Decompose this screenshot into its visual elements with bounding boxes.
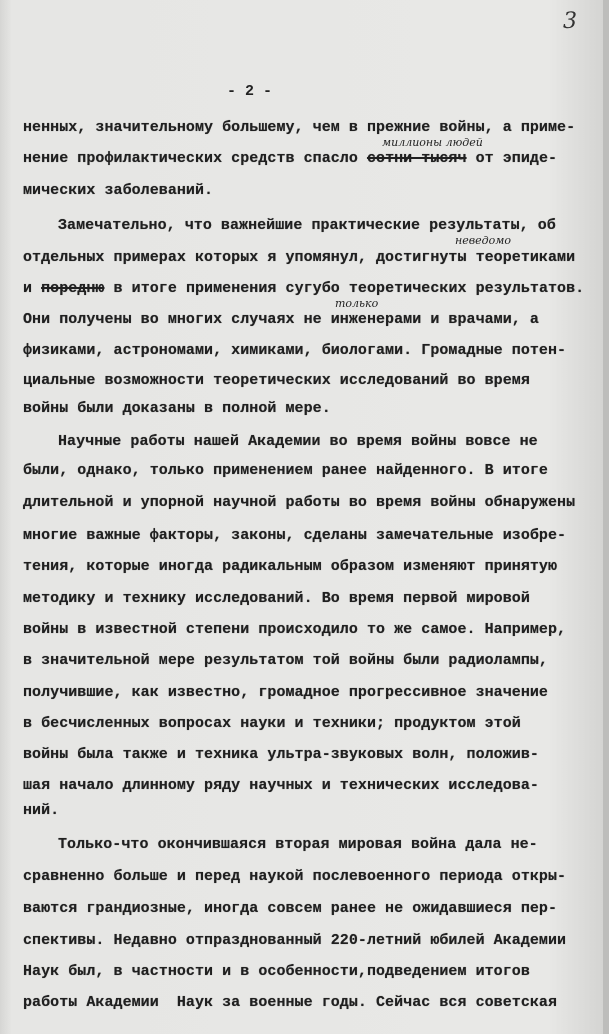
text-line: [23, 250, 575, 265]
text-segment: Наук был, в частности и в особенности,подведением итогов: [23, 963, 530, 980]
text-line: [23, 281, 584, 296]
text-segment: получившие, как известно, громадное прогрессивное значение: [23, 684, 548, 701]
text-line: [23, 463, 548, 478]
text-segment: Научные работы нашей Академии во время войны вовсе не: [58, 433, 538, 450]
handwritten-annotation: миллионы людей: [382, 136, 483, 149]
text-line: [23, 373, 530, 388]
page-edge: [603, 0, 609, 1034]
text-segment: в итоге применения сугубо теоретических результатов.: [104, 280, 585, 297]
text-line: [23, 995, 557, 1010]
text-segment: в значительной мере результатом той войны были радиолампы,: [23, 652, 548, 669]
text-line: [23, 343, 566, 358]
text-segment: ний.: [23, 802, 60, 819]
text-segment: сравненно больше и перед наукой послевоенного периода откры-: [23, 868, 567, 885]
text-segment: физиками, астрономами, химиками, биологами. Громадные потен-: [23, 342, 567, 359]
text-line: [23, 778, 539, 793]
text-line: [23, 747, 539, 762]
text-segment: ваются грандиозные, иногда совсем ранее не ожидавшиеся пер-: [23, 900, 558, 917]
text-segment: мических заболеваний.: [23, 182, 214, 199]
text-line: [23, 183, 213, 198]
text-line: [58, 434, 538, 449]
text-line: [58, 837, 538, 852]
text-segment: от эпиде-: [466, 150, 558, 167]
text-line: [23, 559, 557, 574]
text-segment: были, однако, только применением ранее найденного. В итоге: [23, 462, 548, 479]
text-line: [23, 151, 557, 166]
handwritten-sheet-number: 3: [563, 9, 577, 34]
text-segment: нение профилактических средств спасло: [23, 150, 367, 167]
text-segment: работы Академии Наук за военные годы. Сейчас вся советская: [23, 994, 558, 1011]
text-segment: войны была также и техника ультра-звуковых волн, положив-: [23, 746, 539, 763]
text-segment: в бесчисленных вопросах науки и техники; продуктом этой: [23, 715, 521, 732]
struck-text: поредню: [41, 280, 105, 297]
text-line: [23, 933, 566, 948]
handwritten-annotation: неведомо: [455, 234, 512, 247]
text-line: [23, 803, 59, 818]
text-line: [23, 622, 566, 637]
text-line: [58, 218, 556, 233]
page-header: - 2 -: [227, 83, 273, 100]
struck-text: сотни тысяч: [366, 150, 467, 167]
text-segment: методику и технику исследований. Во время первой мировой: [23, 590, 530, 607]
handwritten-annotation: только: [335, 297, 379, 310]
text-segment: Только-что окончившаяся вторая мировая война дала не-: [58, 836, 538, 853]
text-line: [23, 716, 521, 731]
text-segment: войны в известной степени происходило то же самое. Например,: [23, 621, 567, 638]
text-segment: шая начало длинному ряду научных и технических исследова-: [23, 777, 539, 794]
text-segment: и: [23, 280, 42, 297]
text-line: [23, 401, 331, 416]
text-segment: Замечательно, что важнейшие практические результаты, об: [58, 217, 556, 234]
text-line: [23, 869, 566, 884]
text-segment: войны были доказаны в полной мере.: [23, 400, 331, 417]
text-segment: спективы. Недавно отпразднованный 220-летний юбилей Академии: [23, 932, 567, 949]
text-segment: Они получены во многих случаях не инженерами и врачами, а: [23, 311, 539, 328]
text-line: [23, 312, 539, 327]
text-line: [23, 120, 575, 135]
text-line: [23, 528, 566, 543]
text-line: [23, 964, 530, 979]
text-segment: отдельных примерах которых я упомянул, достигнуты теоретиками: [23, 249, 576, 266]
text-line: [23, 653, 548, 668]
text-segment: длительной и упорной научной работы во время войны обнаружены: [23, 494, 576, 511]
text-line: [23, 495, 575, 510]
text-line: [23, 685, 548, 700]
text-segment: циальные возможности теоретических исследований во время: [23, 372, 530, 389]
text-segment: тения, которые иногда радикальным образом изменяют принятую: [23, 558, 558, 575]
text-line: [23, 591, 530, 606]
text-segment: ненных, значительному большему, чем в прежние войны, а приме-: [23, 119, 576, 136]
text-segment: многие важные факторы, законы, сделаны замечательные изобре-: [23, 527, 567, 544]
text-line: [23, 901, 557, 916]
